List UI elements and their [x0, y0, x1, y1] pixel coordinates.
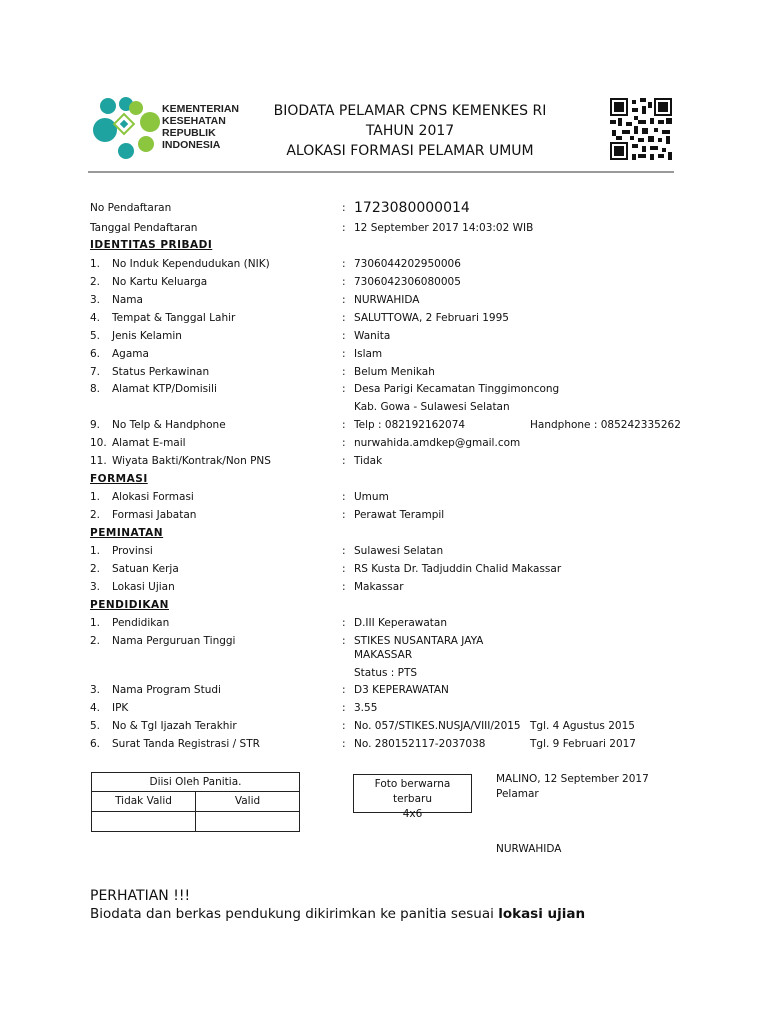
field-label: Alamat E-mail	[112, 437, 186, 449]
section-heading-peminatan: PEMINATAN	[90, 527, 164, 539]
field-value: RS Kusta Dr. Tadjuddin Chalid Makassar	[354, 563, 562, 575]
row-number: 5.	[90, 330, 101, 342]
field-label: Lokasi Ujian	[112, 581, 175, 593]
row-number: 11.	[90, 455, 107, 467]
field-value: STIKES NUSANTARA JAYA	[354, 635, 484, 647]
ministry-name	[162, 103, 239, 151]
table-row-continued	[90, 664, 690, 682]
field-value-extra: Tgl. 4 Agustus 2015	[530, 720, 635, 732]
photo-size: 4x6	[402, 808, 423, 820]
signature-role: Pelamar	[496, 788, 539, 800]
row-number: 3.	[90, 581, 101, 593]
table-row	[90, 735, 690, 753]
table-row	[90, 681, 690, 699]
row-number: 1.	[90, 545, 101, 557]
row-number: 8.	[90, 383, 101, 395]
table-row	[90, 309, 690, 327]
colon: :	[342, 366, 346, 378]
row-number: 3.	[90, 294, 101, 306]
colon: :	[342, 222, 346, 234]
field-label: Tanggal Pendaftaran	[90, 222, 198, 234]
title-line: ALOKASI FORMASI PELAMAR UMUM	[286, 143, 534, 159]
row-number: 7.	[90, 366, 101, 378]
registration-number: 1723080000014	[354, 200, 470, 216]
ministry-name-line: KESEHATAN	[162, 115, 226, 127]
title-line: BIODATA PELAMAR CPNS KEMENKES RI	[273, 103, 547, 119]
colon: :	[342, 330, 346, 342]
colon: :	[342, 545, 346, 557]
field-value: NURWAHIDA	[354, 294, 420, 306]
field-value: Islam	[354, 348, 383, 360]
row-number: 4.	[90, 702, 101, 714]
title-line: TAHUN 2017	[365, 123, 455, 139]
table-row	[90, 434, 690, 452]
field-label: Nama	[112, 294, 143, 306]
colon: :	[342, 383, 346, 395]
committee-box-title: Diisi Oleh Panitia.	[92, 773, 299, 792]
row-number: 1.	[90, 617, 101, 629]
colon: :	[342, 563, 346, 575]
field-label: Wiyata Bakti/Kontrak/Non PNS	[112, 455, 271, 467]
header-divider	[88, 171, 674, 173]
field-value: MAKASSAR	[354, 649, 413, 661]
row-number: 1.	[90, 491, 101, 503]
table-row-continued	[90, 646, 690, 664]
field-label: Pendidikan	[112, 617, 170, 629]
field-label: No Pendaftaran	[90, 202, 172, 214]
table-row	[90, 488, 690, 506]
section-heading-formasi: FORMASI	[90, 473, 148, 485]
field-value: Sulawesi Selatan	[354, 545, 444, 557]
field-value: Kab. Gowa - Sulawesi Selatan	[354, 401, 510, 413]
ministry-name-line: INDONESIA	[162, 139, 221, 151]
no-pendaftaran-row	[90, 199, 690, 217]
field-label: Status Perkawinan	[112, 366, 210, 378]
photo-placeholder	[353, 774, 472, 820]
field-value: Desa Parigi Kecamatan Tinggimoncong	[354, 383, 560, 395]
colon: :	[342, 635, 346, 647]
colon: :	[342, 581, 346, 593]
field-label: No Kartu Keluarga	[112, 276, 208, 288]
table-row	[90, 614, 690, 632]
field-label: Jenis Kelamin	[112, 330, 182, 342]
field-value: 7306042306080005	[354, 276, 461, 288]
field-label: No & Tgl Ijazah Terakhir	[112, 720, 237, 732]
colon: :	[342, 455, 346, 467]
colon: :	[342, 437, 346, 449]
field-value: Perawat Terampil	[354, 509, 445, 521]
field-value: Wanita	[354, 330, 391, 342]
field-label: Nama Program Studi	[112, 684, 221, 696]
signature-name: NURWAHIDA	[496, 843, 562, 855]
colon: :	[342, 419, 346, 431]
tidak-valid-header: Tidak Valid	[92, 792, 196, 812]
table-row	[90, 560, 690, 578]
field-label: Alamat KTP/Domisili	[112, 383, 217, 395]
field-label: Satuan Kerja	[112, 563, 179, 575]
attention-note-text: Biodata dan berkas pendukung dikirimkan ke panitia sesuai	[90, 906, 494, 922]
table-row	[90, 291, 690, 309]
field-value-extra: Tgl. 9 Februari 2017	[530, 738, 636, 750]
photo-caption: Foto berwarna terbaru	[374, 778, 451, 805]
colon: :	[342, 276, 346, 288]
row-number: 2.	[90, 509, 101, 521]
attention-heading: PERHATIAN !!!	[90, 888, 191, 904]
table-row	[90, 345, 690, 363]
table-row	[90, 255, 690, 273]
table-row	[90, 273, 690, 291]
field-label: IPK	[112, 702, 129, 714]
field-label: No Induk Kependudukan (NIK)	[112, 258, 270, 270]
field-value: Makassar	[354, 581, 404, 593]
table-row	[90, 717, 690, 735]
table-row	[90, 416, 690, 434]
table-row	[90, 699, 690, 717]
colon: :	[342, 258, 346, 270]
field-value: nurwahida.amdkep@gmail.com	[354, 437, 521, 449]
kemenkes-logo	[92, 96, 162, 160]
field-value: D3 KEPERAWATAN	[354, 684, 449, 696]
field-value: 3.55	[354, 702, 378, 714]
ministry-name-line: KEMENTERIAN	[162, 103, 240, 115]
field-label: Nama Perguruan Tinggi	[112, 635, 236, 647]
row-number: 10.	[90, 437, 107, 449]
table-row	[90, 542, 690, 560]
colon: :	[342, 294, 346, 306]
field-value: D.III Keperawatan	[354, 617, 447, 629]
row-number: 6.	[90, 738, 101, 750]
colon: :	[342, 202, 346, 214]
field-label: Alokasi Formasi	[112, 491, 194, 503]
colon: :	[342, 684, 346, 696]
row-number: 2.	[90, 563, 101, 575]
field-label: Tempat & Tanggal Lahir	[112, 312, 236, 324]
row-number: 9.	[90, 419, 101, 431]
field-label: Provinsi	[112, 545, 153, 557]
table-row	[90, 363, 690, 381]
registration-date: 12 September 2017 14:03:02 WIB	[354, 222, 534, 234]
field-value: No. 057/STIKES.NUSJA/VIII/2015	[354, 720, 521, 732]
colon: :	[342, 509, 346, 521]
field-label: Agama	[112, 348, 149, 360]
ministry-name-line: REPUBLIK	[162, 127, 216, 139]
field-value: Umum	[354, 491, 389, 503]
signature-place-date: MALINO, 12 September 2017	[496, 773, 649, 785]
document-title	[230, 101, 590, 161]
colon: :	[342, 348, 346, 360]
row-number: 1.	[90, 258, 101, 270]
valid-header: Valid	[196, 792, 299, 812]
row-number: 3.	[90, 684, 101, 696]
signature-block	[496, 772, 649, 802]
tanggal-pendaftaran-row	[90, 219, 690, 237]
section-heading-pendidikan: PENDIDIKAN	[90, 599, 169, 611]
row-number: 4.	[90, 312, 101, 324]
colon: :	[342, 702, 346, 714]
field-value: Tidak	[354, 455, 383, 467]
row-number: 6.	[90, 348, 101, 360]
row-number: 5.	[90, 720, 101, 732]
attention-note-emphasis: lokasi ujian	[498, 906, 586, 922]
row-number: 2.	[90, 635, 101, 647]
row-number: 2.	[90, 276, 101, 288]
table-row-continued	[90, 398, 690, 416]
colon: :	[342, 738, 346, 750]
committee-validation-box	[91, 772, 300, 832]
table-row	[90, 578, 690, 596]
tidak-valid-cell	[92, 812, 196, 831]
field-value: SALUTTOWA, 2 Februari 1995	[354, 312, 509, 324]
table-row	[90, 452, 690, 470]
table-row	[90, 327, 690, 345]
field-value: Telp : 082192162074	[354, 419, 466, 431]
table-row	[90, 380, 690, 398]
section-heading-identitas: IDENTITAS PRIBADI	[90, 239, 213, 251]
table-row	[90, 506, 690, 524]
colon: :	[342, 617, 346, 629]
field-value-extra: Handphone : 085242335262	[530, 419, 681, 431]
colon: :	[342, 720, 346, 732]
attention-note	[90, 906, 585, 922]
colon: :	[342, 312, 346, 324]
field-value: Belum Menikah	[354, 366, 435, 378]
field-label: Surat Tanda Registrasi / STR	[112, 738, 260, 750]
field-value: 7306044202950006	[354, 258, 461, 270]
field-value: No. 280152117-2037038	[354, 738, 486, 750]
field-value: Status : PTS	[354, 667, 418, 679]
qr-code-icon	[610, 98, 672, 160]
colon: :	[342, 491, 346, 503]
field-label: No Telp & Handphone	[112, 419, 226, 431]
field-label: Formasi Jabatan	[112, 509, 197, 521]
